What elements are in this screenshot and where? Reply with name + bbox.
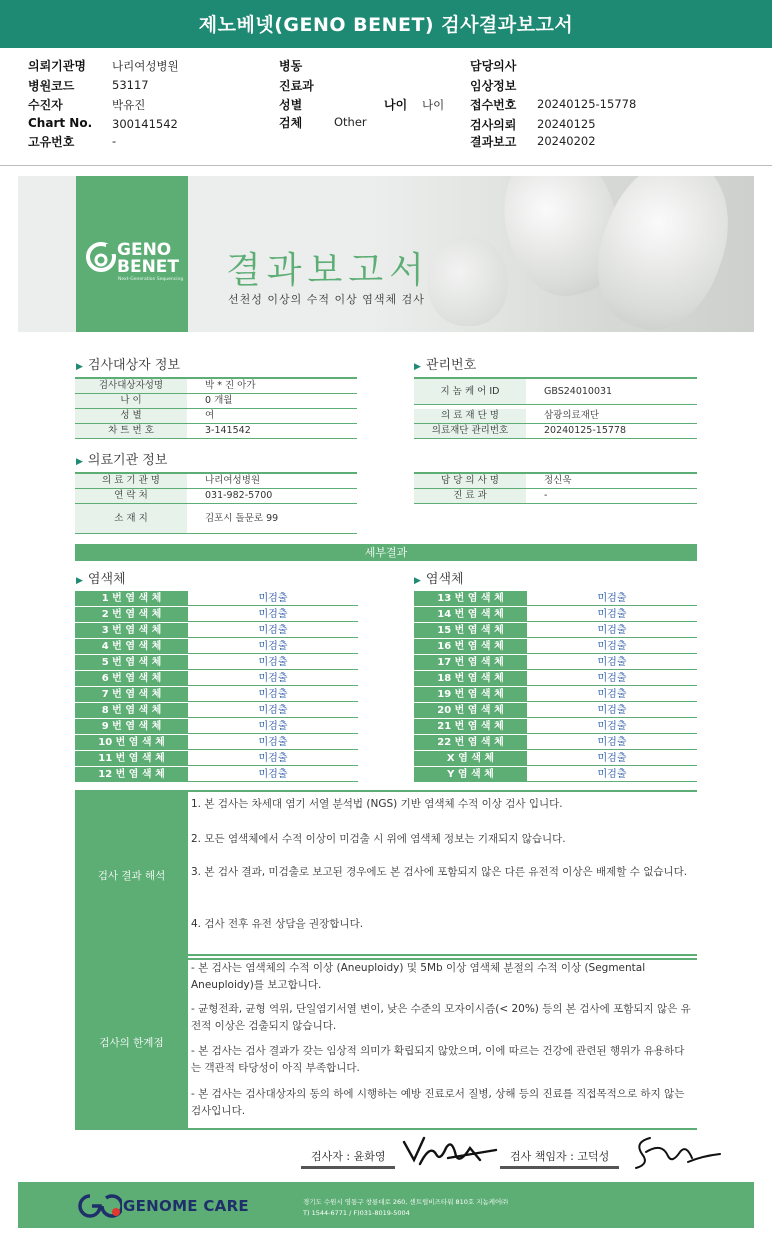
banner-title: 결과보고서 [226,250,430,291]
header-value: 나리여성병원 [112,59,179,73]
tester-signature-label: 검사자 : 윤화영 [301,1148,395,1169]
chromosome-label: 5 번 염 색 체 [75,655,188,670]
header-value: Other [334,115,367,129]
header-value: 20240125-15778 [537,97,637,111]
institution-row: 소 재 지 김포시 돌문로 99 [75,504,357,534]
banner-subtitle: 선천성 이상의 수적 이상 염색체 검사 [228,293,425,306]
header-label: 접수번호 [470,98,517,112]
triangle-icon: ▶ [414,576,421,586]
chromosome-label: 11 번 염 색 체 [75,751,188,766]
chromosome-label: 1 번 염 색 체 [75,591,188,606]
report-header [0,48,772,166]
chromosome-result: 미검출 [527,703,697,718]
header-label: 의뢰기관명 [28,59,86,73]
report-body [18,176,754,1228]
chromosome-result: 미검출 [527,607,697,622]
chromosome-result: 미검출 [188,623,358,638]
header-label: Chart No. [28,116,93,130]
chromosome-result: 미검출 [188,751,358,766]
interpretation-item: 2. 모든 염색체에서 수적 이상이 미검출 시 위에 염색체 정보는 기재되지 않습니다. [191,833,566,845]
chromosome-result: 미검출 [188,671,358,686]
logo-panel [76,176,188,332]
chromosome-row [414,607,697,623]
chromosome-label: 14 번 염 색 체 [414,607,527,622]
chromosome-label: 9 번 염 색 체 [75,719,188,734]
chromosome-result: 미검출 [527,591,697,606]
chromosome-row [75,687,358,703]
age-value: 나이 [422,98,445,112]
chromosome-label: 8 번 염 색 체 [75,703,188,718]
limitation-item: - 본 검사는 염색체의 수적 이상 (Aneuploidy) 및 5Mb 이상 염색체 분절의 수적 이상 (Segmental Aneuploidy)를 보고합니다. [191,962,646,991]
header-value: 300141542 [112,117,178,131]
chromosome-result: 미검출 [188,719,358,734]
company-name: GENOME CARE [123,1197,249,1215]
chromosome-row [414,751,697,767]
manage-section-title: ▶ 관리번호 [414,358,477,373]
subject-row: 차 트 번 호 3-141542 [75,424,357,439]
institution-row: 담 당 의 사 명 정신욱 [414,474,697,489]
chromosome-row [75,703,358,719]
chromosome-row [75,735,358,751]
tester-signature-image [400,1134,500,1170]
chromosome-label: 13 번 염 색 체 [414,591,527,606]
chromosome-row [75,751,358,767]
chromosome-row [414,591,697,607]
limitation-item: - 본 검사는 검사대상자의 동의 하에 시행하는 예방 진료로서 질병, 상해 등의 진료를 직접목적으로 하지 않는 검사입니다. [191,1088,685,1117]
chromosome-result: 미검출 [527,671,697,686]
chromosome-row [414,719,697,735]
header-label: 성별 [279,98,303,112]
chromosome-label: 18 번 염 색 체 [414,671,527,686]
logo-line2: BENET [117,257,180,277]
chromosome-label: 12 번 염 색 체 [75,767,188,782]
institution-row: 연 락 처 031-982-5700 [75,489,357,504]
chromosome-row [414,655,697,671]
chromosome-label: 2 번 염 색 체 [75,607,188,622]
chromosome-row [414,639,697,655]
chromosome-result: 미검출 [527,751,697,766]
chromosome-label: 20 번 염 색 체 [414,703,527,718]
chromosome-label: 16 번 염 색 체 [414,639,527,654]
chromosome-result: 미검출 [527,655,697,670]
logo-line1: GENO [117,240,172,260]
chromosome-label: 3 번 염 색 체 [75,623,188,638]
chromosome-result: 미검출 [527,687,697,702]
subject-row: 나 이 0 개월 [75,394,357,409]
chromosome-row [75,719,358,735]
chromosome-label: 4 번 염 색 체 [75,639,188,654]
genobenet-logo-icon [84,240,118,274]
header-label: 검사의뢰 [470,118,517,132]
chromosome-row [75,623,358,639]
header-value: 20240125 [537,117,596,131]
chromosome-result: 미검출 [527,719,697,734]
chromosome-row [414,687,697,703]
chromosome-label: X 염 색 체 [414,751,527,766]
chromosome-result: 미검출 [188,639,358,654]
interpretation-box [75,790,697,960]
header-label: 병원코드 [28,79,75,93]
chromosome-result: 미검출 [188,591,358,606]
chromosome-result: 미검출 [188,655,358,670]
chromosome-label: 10 번 염 색 체 [75,735,188,750]
header-value: - [112,134,117,148]
header-value: 53117 [112,78,149,92]
chromosome-row [414,671,697,687]
triangle-icon: ▶ [76,576,83,586]
chromosome-result: 미검출 [527,735,697,750]
header-value: 박유진 [112,98,146,112]
institution-row: 진 료 과 - [414,489,697,504]
manage-row: 의료재단 관리번호 20240125-15778 [414,424,697,439]
chromosome-label: 22 번 염 색 체 [414,735,527,750]
detail-results-bar: 세부결과 [75,544,697,561]
interpretation-item: 3. 본 검사 결과, 미검출로 보고된 경우에도 본 검사에 포함되지 않은 다른 유전적 이상은 배제할 수 없습니다. [191,866,688,878]
triangle-icon: ▶ [76,457,83,467]
chromosome-row [75,655,358,671]
interpretation-label: 검사 결과 해석 [75,790,188,960]
triangle-icon: ▶ [414,362,421,372]
header-label: 진료과 [279,79,314,93]
institution-section-title: ▶ 의료기관 정보 [76,453,168,468]
company-address: 경기도 수원시 영통구 창룡대로 260, 센트럴비즈타워 810호 지놈케어㈜ T) 1544-6771 / F)031-8019-5004 [303,1198,508,1217]
banner [18,176,754,332]
chromosome-label: 15 번 염 색 체 [414,623,527,638]
chromosome-row [75,607,358,623]
logo-tagline: Next-Generation Sequencing [118,277,184,282]
chromosome-label: 7 번 염 색 체 [75,687,188,702]
chromosome-result: 미검출 [527,767,697,782]
header-label: 결과보고 [470,135,517,149]
manage-row: 의 료 재 단 명 삼광의료재단 [414,409,697,424]
chromosome-result: 미검출 [188,703,358,718]
chromosome-label: 19 번 염 색 체 [414,687,527,702]
chromosome-row [414,703,697,719]
manage-row: 지 놈 케 어 ID GBS24010031 [414,379,697,405]
header-value: 20240202 [537,134,596,148]
chromosome-result: 미검출 [527,639,697,654]
chromosome-row [75,639,358,655]
header-label: 임상정보 [470,79,517,93]
manager-signature-label: 검사 책임자 : 고덕성 [500,1148,619,1169]
header-label: 담당의사 [470,59,517,73]
subject-row: 성 별 여 [75,409,357,424]
triangle-icon: ▶ [76,362,83,372]
limitations-label: 검사의 한계점 [75,954,188,1130]
chromosome-row [75,767,358,783]
interpretation-item: 1. 본 검사는 차세대 염기 서열 분석법 (NGS) 기반 염색체 수적 이상 검사 입니다. [191,798,563,810]
chromosome-result: 미검출 [188,767,358,782]
subject-row: 검사대상자성명 박 * 진 아가 [75,379,357,394]
chromosome-label: 6 번 염 색 체 [75,671,188,686]
subject-section-title: ▶ 검사대상자 정보 [76,358,180,373]
report-title: 제노베넷(GENO BENET) 검사결과보고서 [0,0,772,48]
chromosome-label: 21 번 염 색 체 [414,719,527,734]
chromosome-row [75,671,358,687]
limitation-item: - 본 검사는 검사 결과가 갖는 임상적 의미가 확립되지 않았으며, 이에 따르는 건강에 관련된 행위가 유용하다는 객관적 타당성이 아직 부족합니다. [191,1045,685,1074]
chromosome-result: 미검출 [188,607,358,622]
chromosome-row [414,623,697,639]
chromosome-row [414,735,697,751]
chromosome-section-title: ▶ 염색체 [76,572,126,587]
genome-care-logo-icon [76,1192,122,1220]
chromosome-section-title: ▶ 염색체 [414,572,464,587]
manager-signature-image [628,1132,724,1172]
chromosome-result: 미검출 [188,687,358,702]
chromosome-label: Y 염 색 체 [414,767,527,782]
header-label: 검체 [279,116,303,130]
chromosome-result: 미검출 [527,623,697,638]
limitation-item: - 균형전좌, 균형 역위, 단일염기서열 변이, 낮은 수준의 모자이시즘(< 20%) 등의 본 검사에 포함되지 않은 유전적 이상은 검출되지 않습니다. [191,1003,691,1032]
institution-row: 의 료 기 관 명 나리여성병원 [75,474,357,489]
chromosome-label: 17 번 염 색 체 [414,655,527,670]
limitations-box [75,954,697,1130]
footer [18,1182,754,1228]
interpretation-item: 4. 검사 전후 유전 상담을 권장합니다. [191,918,364,930]
header-label: 병동 [279,59,303,73]
chromosome-result: 미검출 [188,735,358,750]
chromosome-row [75,591,358,607]
chromosome-row [414,767,697,783]
age-label: 나이 [384,98,408,112]
header-label: 수진자 [28,98,63,112]
header-label: 고유번호 [28,135,75,149]
